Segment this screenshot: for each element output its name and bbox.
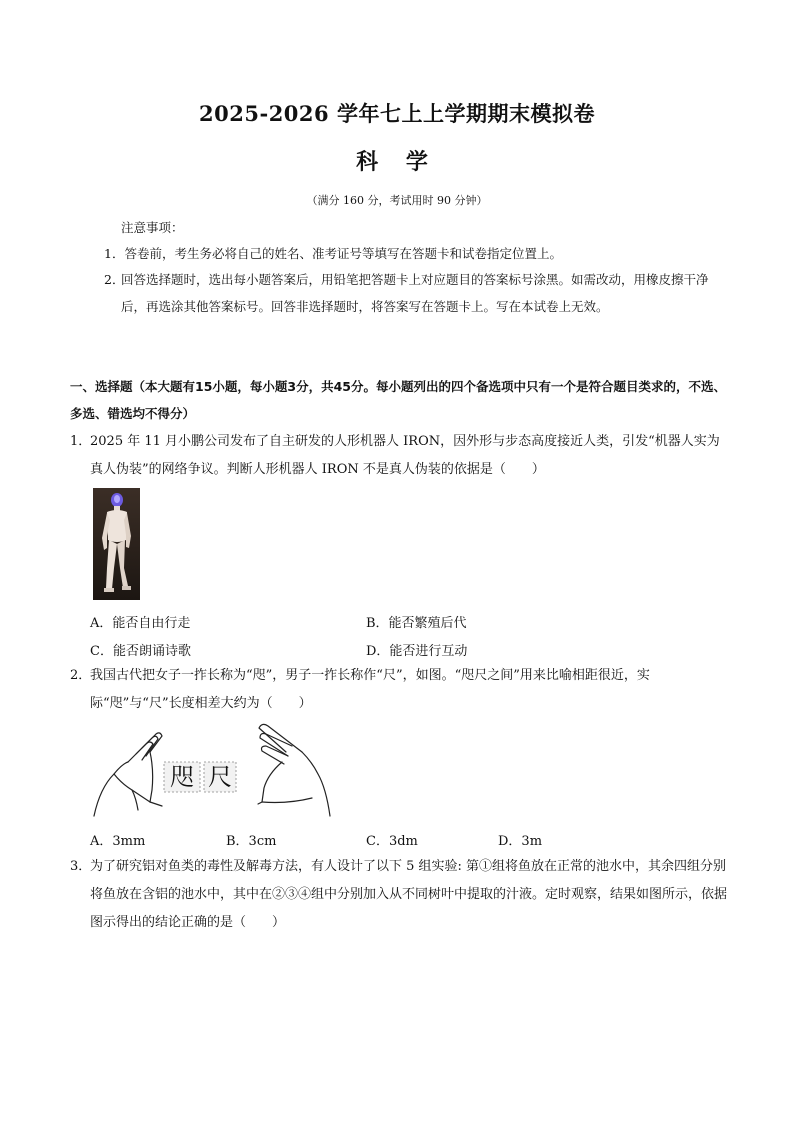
question-2 — [70, 662, 734, 718]
question-text: 为了研究铝对鱼类的毒性及解毒方法，有人设计了以下 5 组实验: 第①组将鱼放在正常的池水中，其余四组分别将鱼放在含铝的池水中，其中在②③④组中分别加入从不同树叶中提取的汁液。定时观察，结果如图所示，依据图示得出的结论正确的是（ ） — [90, 859, 728, 930]
notice-item-number: 1． — [104, 246, 125, 261]
question-number: 2． — [70, 668, 92, 683]
question-1 — [70, 428, 730, 484]
option-c[interactable]: C．3dm — [366, 834, 418, 849]
notice-item-text: 回答选择题时，选出每小题答案后，用铅笔把答题卡上对应题目的答案标号涂黑。如需改动，用橡皮擦干净后，再选涂其他答案标号。回答非选择题时，将答案写在答题卡上。写在本试卷上无效。 — [121, 272, 709, 314]
humanoid-robot-image — [93, 488, 140, 600]
option-a[interactable]: A．3mm — [90, 834, 146, 849]
exam-meta: （满分 160 分，考试用时 90 分钟） — [306, 194, 488, 207]
option-b[interactable]: B．能否繁殖后代 — [366, 616, 467, 631]
exam-title: 2025-2026 学年七上上学期期末模拟卷 — [199, 101, 595, 126]
figure-char-chi: 尺 — [208, 763, 232, 791]
question-number: 1． — [70, 434, 92, 449]
option-d[interactable]: D．3m — [498, 834, 543, 849]
question-3 — [70, 853, 734, 937]
section-heading: 一、选择题（本大题有15小题，每小题3分，共45分。每小题列出的四个备选项中只有一个是符合题目类求的，不选、多选、错选均不得分） — [70, 379, 726, 421]
notice-heading: 注意事项： — [121, 220, 184, 235]
option-b[interactable]: B．3cm — [226, 834, 277, 849]
notice-item-number: 2． — [104, 272, 125, 287]
question-number: 3． — [70, 859, 92, 874]
option-c[interactable]: C．能否朗诵诗歌 — [90, 644, 191, 659]
notice-item-text: 答卷前，考生务必将自己的姓名、准考证号等填写在答题卡和试卷指定位置上。 — [124, 246, 562, 261]
figure-char-zhi: 咫 — [170, 763, 194, 791]
question-text: 2025 年 11 月小鹏公司发布了自主研发的人形机器人 IRON，因外形与步态高度接近人类，引发“机器人实为真人伪装”的网络争议。判断人形机器人 IRON 不是真人伪装的依据是（ ） — [90, 434, 720, 477]
notice-item — [104, 266, 724, 320]
notice-item — [104, 240, 744, 267]
option-a[interactable]: A．能否自由行走 — [90, 616, 191, 631]
hand-span-figure — [92, 718, 342, 824]
option-d[interactable]: D．能否进行互动 — [366, 644, 468, 659]
question-text: 我国古代把女子一拃长称为“咫”，男子一拃长称作“尺”，如图。“咫尺之间”用来比喻相距很近，实际“咫”与“尺”长度相差大约为（ ） — [90, 668, 650, 711]
subject-title: 科 学 — [356, 149, 438, 175]
